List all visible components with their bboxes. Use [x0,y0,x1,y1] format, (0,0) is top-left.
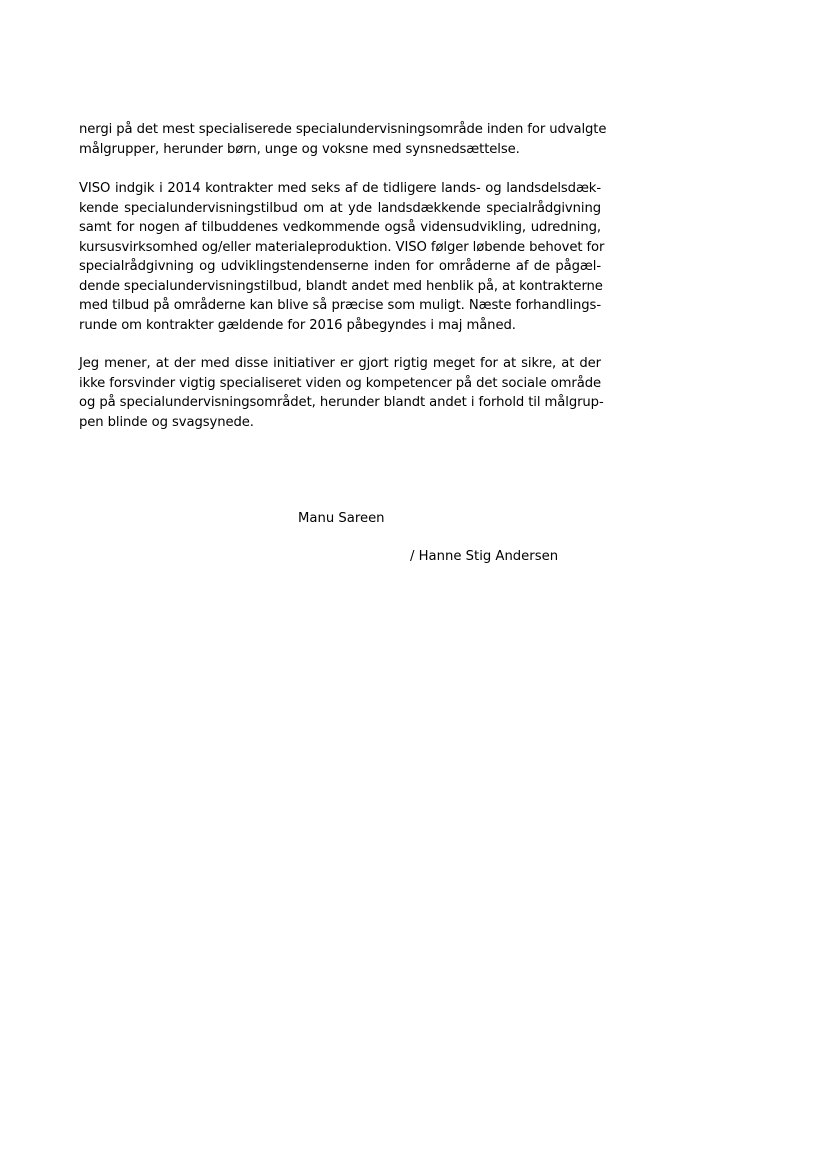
paragraph-3 [79,354,604,432]
paragraph-line: med tilbud på områderne kan blive så præcise som muligt. Næste forhandlings- [79,298,601,313]
paragraph-line: specialrådgivning og udviklingstendenserne inden for områderne af de pågæl- [79,259,601,274]
paragraph-2 [79,179,605,335]
paragraph-line: Jeg mener, at der med disse initiativer er gjort rigtig meget for at sikre, at der [79,356,601,371]
paragraph-line: pen blinde og svagsynede. [79,414,254,430]
paragraph-line: VISO indgik i 2014 kontrakter med seks af de tidligere lands- og landsdelsdæk- [79,181,601,196]
paragraph-line: og på specialundervisningsområdet, herunder blandt andet i forhold til målgrup- [79,395,604,410]
paragraph-line: nergi på det mest specialiserede specialundervisningsområde inden for udvalgte [79,122,607,137]
paragraph-line: samt for nogen af tilbuddenes vedkommende også vidensudvikling, udredning, [79,220,601,235]
paragraph-line: ikke forsvinder vigtig specialiseret viden og kompetencer på det sociale område [79,375,601,391]
paragraph-line: kursusvirksomhed og/eller materialeproduktion. VISO følger løbende behovet for [79,239,605,255]
paragraph-line: målgrupper, herunder børn, unge og voksne med synsnedsættelse. [79,141,520,157]
paragraph-line: runde om kontrakter gældende for 2016 påbegyndes i maj måned. [79,317,516,333]
signature-name: Manu Sareen [298,511,385,526]
paragraph-line: dende specialundervisningstilbud, blandt andet med henblik på, at kontrakterne [79,278,603,294]
paragraph-1 [79,120,607,159]
signature-secondary: / Hanne Stig Andersen [410,549,559,564]
paragraph-line: kende specialundervisningstilbud om at yde landsdækkende specialrådgivning [79,200,601,216]
